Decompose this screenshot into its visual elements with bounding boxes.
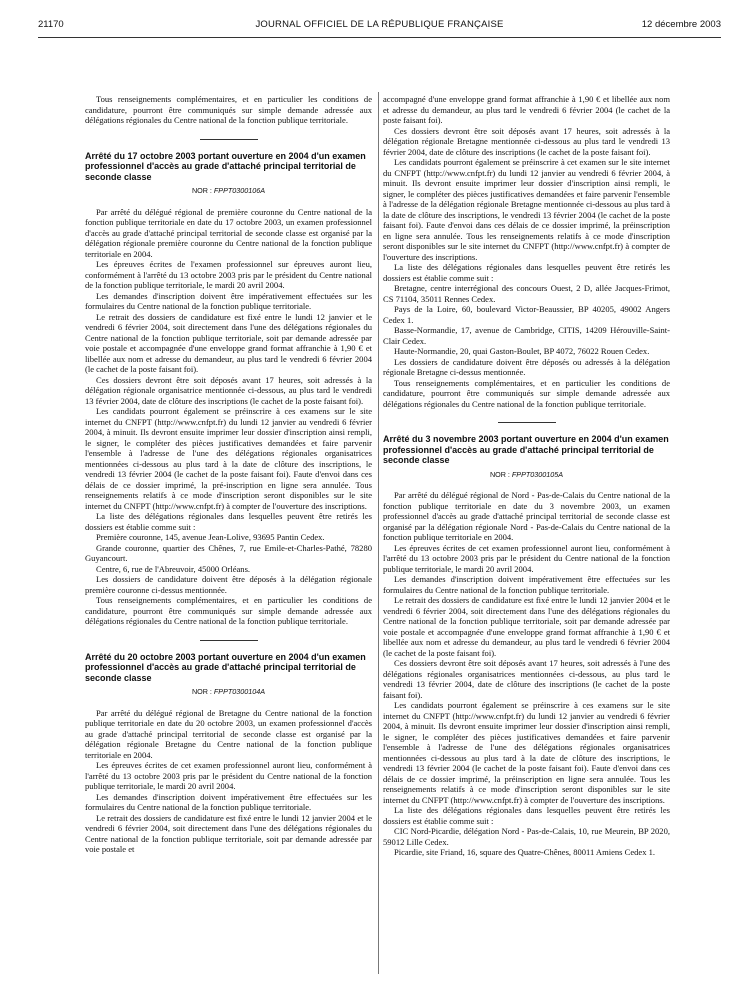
paragraph: Les épreuves écrites de cet examen professionnel auront lieu, conformément à l'arrêté du 13 octobre 2003 pris par le président du Centre national de la fonction publique territoriale, le mardi 20 avril 2004.	[383, 542, 670, 574]
paragraph: Les demandes d'inscription doivent impérativement être effectuées sur les formulaires du Centre national de la fonction publique territoriale.	[85, 791, 372, 812]
nor-reference	[85, 186, 372, 197]
nor-label: NOR :	[489, 469, 512, 479]
paragraph: Ces dossiers devront être soit déposés avant 17 heures, soit adressés à la délégation régionale Bretagne mentionnée ci-dessous au plus tard le vendredi 13 février 2004, date de clôture des inscriptions (le cachet de la poste faisant foi).	[383, 125, 670, 157]
paragraph: Tous renseignements complémentaires, et en particulier les conditions de candidature, pourront être communiqués sur simple demande adressée aux délégations régionales du Centre national de la fonction publique territoriale.	[383, 377, 670, 409]
paragraph: Le retrait des dossiers de candidature est fixé entre le lundi 12 janvier et le vendredi 6 février 2004, soit directement dans l'une des délégations régionales du Centre national de la fonction publique territoriale, soit par demande adressée par voie postale et accompagnée d'une enveloppe grand format affranchie à 1,90 € et libellée aux nom et adresse du demandeur, au plus tard le vendredi 6 février 2004 (le cachet de la poste faisant foi).	[85, 311, 372, 374]
paragraph: Le retrait des dossiers de candidature est fixé entre le lundi 12 janvier 2004 et le vendredi 6 février 2004, soit directement dans l'une des délégations régionales du Centre national de la fonction publique territoriale, soit par demande adressée par voie postale et	[85, 812, 372, 854]
paragraph: Les demandes d'inscription doivent impérativement être effectuées sur les formulaires du Centre national de la fonction publique territoriale.	[383, 574, 670, 595]
section-separator	[200, 640, 258, 641]
section-separator	[200, 139, 258, 140]
address-line: Pays de la Loire, 60, boulevard Victor-Beaussier, BP 40205, 49002 Angers Cedex 1.	[383, 304, 670, 325]
paragraph: Le retrait des dossiers de candidature est fixé entre le lundi 12 janvier 2004 et le vendredi 6 février 2004, soit directement dans l'une des délégations régionales du Centre national de la fonction publique territoriale, soit par demande adressée par voie postale et accompagnée d'une enveloppe grand format affranchie à 1,90 € et libellée aux nom et adresse du demandeur, au plus tard le vendredi 6 février 2004 (le cachet de la poste faisant foi).	[383, 595, 670, 658]
paragraph: Les dossiers de candidature doivent être déposés ou adressés à la délégation régionale Bretagne ci-dessus mentionnée.	[383, 356, 670, 377]
paragraph: Les candidats pourront également se préinscrire à ces examens sur le site internet du CNFPT (http://www.cnfpt.fr) du lundi 12 janvier au vendredi 6 février 2004, à minuit. Ils devront ensuite imprimer leur dossier d'inscription ainsi rempli, le signer, le compléter des pièces justificatives demandées et faire parvenir l'ensemble à l'adresse de l'une des délégations régionales organisatrices mentionnées ci-dessous au plus tard à la date de clôture des inscriptions, le vendredi 13 février 2004 (le cachet de la poste faisant foi). Faute d'envoi dans ces délais de ce dossier imprimé, la pré-inscription en ligne sera annulée. Tous renseignements relatifs à ce mode d'inscription seront disponibles sur le site internet du CNFPT (http://www.cnfpt.fr) à compter de l'ouverture des inscriptions.	[85, 406, 372, 511]
paragraph: Les épreuves écrites de cet examen professionnel auront lieu, conformément à l'arrêté du 13 octobre 2003 pris par le président du Centre national de la fonction publique territoriale, le mardi 20 avril 2004.	[85, 760, 372, 791]
page-number: 21170	[38, 19, 64, 30]
nor-label: NOR :	[191, 687, 214, 696]
address-line: Haute-Normandie, 20, quai Gaston-Boulet, BP 4072, 76022 Rouen Cedex.	[394, 346, 650, 356]
paragraph: Par arrêté du délégué régional de Bretagne du Centre national de la fonction publique territoriale en date du 20 octobre 2003, un examen professionnel d'accès au grade d'attaché principal territorial de seconde classe est organisé par la délégation régionale Bretagne du Centre national de la fonction publique territoriale en 2004.	[85, 707, 372, 760]
column-divider	[378, 92, 379, 974]
paragraph: accompagné d'une enveloppe grand format affranchie à 1,90 € et libellée aux nom et adresse du demandeur, au plus tard le vendredi 6 février 2004 (le cachet de la poste faisant foi).	[383, 94, 670, 125]
intro-paragraph: Tous renseignements complémentaires, et en particulier les conditions de candidature, pourront être communiqués sur simple demande adressée aux délégations régionales du Centre national de la fonction publique territoriale.	[85, 94, 372, 125]
paragraph: La liste des délégations régionales dans lesquelles peuvent être retirés les dossiers est établie comme suit :	[85, 511, 372, 532]
address-line: Picardie, site Friand, 16, square des Quatre-Chênes, 80011 Amiens Cedex 1.	[394, 847, 656, 857]
nor-reference	[85, 687, 372, 698]
nor-code: FPPT0300105A	[511, 469, 564, 479]
address-line: Bretagne, centre interrégional des concours Ouest, 2 D, allée Jacques-Frimot, CS 71104, 35011 Rennes Cedex.	[383, 283, 670, 304]
section-title: Arrêté du 3 novembre 2003 portant ouverture en 2004 d'un examen professionnel d'accès au grade d'attaché principal territorial de seconde classe	[383, 434, 669, 465]
left-column	[85, 94, 372, 974]
address-line: Grande couronne, quartier des Chênes, 7, rue Emile-et-Charles-Pathé, 78280 Guyancourt.	[85, 542, 372, 563]
paragraph: Les dossiers de candidature doivent être déposés à la délégation régionale première couronne ci-dessus mentionnée.	[85, 574, 372, 595]
paragraph: Par arrêté du délégué régional de Nord - Pas-de-Calais du Centre national de la fonction publique territoriale en date du 3 novembre 2003, un examen professionnel d'accès au grade d'attaché principal territorial de seconde classe est organisé par la délégation régionale Nord - Pas-de-Calais du Centre national de la fonction publique territoriale en 2004.	[383, 490, 670, 542]
nor-reference	[383, 470, 670, 481]
nor-code: FPPT0300104A	[213, 687, 266, 696]
paragraph: Par arrêté du délégué régional de première couronne du Centre national de la fonction publique territoriale en date du 17 octobre 2003, un examen professionnel d'accès au grade d'attaché principal territorial de seconde classe est organisé par la délégation régionale première couronne du Centre national de la fonction publique territoriale en 2004.	[85, 206, 372, 259]
paragraph: Les demandes d'inscription doivent être impérativement effectuées sur les formulaires du Centre national de la fonction publique territoriale.	[85, 290, 372, 311]
section-title: Arrêté du 17 octobre 2003 portant ouverture en 2004 d'un examen professionnel d'accès au grade d'attaché principal territorial de seconde classe	[85, 150, 366, 182]
nor-label: NOR :	[191, 186, 214, 195]
address-line: CIC Nord-Picardie, délégation Nord - Pas-de-Calais, 10, rue Meurein, BP 2020, 59012 Lille Cedex.	[383, 826, 670, 847]
journal-title: JOURNAL OFFICIEL DE LA RÉPUBLIQUE FRANÇAISE	[255, 19, 504, 30]
header-rule	[38, 37, 721, 38]
page-header	[38, 19, 721, 33]
paragraph: La liste des délégations régionales dans lesquelles peuvent être retirés les dossiers est établie comme suit :	[383, 805, 670, 826]
paragraph: Les candidats pourront également se préinscrire à cet examen sur le site internet du CNFPT (http://www.cnfpt.fr) du lundi 12 janvier au vendredi 6 février 2004, à minuit. Ils devront ensuite imprimer leur dossier d'inscription ainsi rempli, le signer, le compléter des pièces justificatives demandées et faire parvenir l'ensemble à l'adresse de la délégation régionale Bretagne mentionnée ci-dessous au plus tard à la date de clôture des inscriptions, le vendredi 13 février 2004 (le cachet de la poste faisant foi). Faute d'envoi dans ces délais de ce dossier imprimé, la préinscription en ligne sera annulée. Tous les renseignements relatifs à ce mode d'inscription seront disponibles sur le site internet du CNFPT (http://www.cnfpt.fr) à compter de l'ouverture des inscriptions.	[383, 157, 670, 262]
address-line: Première couronne, 145, avenue Jean-Lolive, 93695 Pantin Cedex.	[96, 532, 325, 542]
section-separator	[498, 422, 556, 423]
paragraph: Ces dossiers devront être soit déposés avant 17 heures, soit adressés à l'une des délégations régionales organisatrices mentionnées ci-dessous, au plus tard le vendredi 13 février 2004, date de clôture des inscriptions (le cachet de la poste faisant foi).	[383, 658, 670, 700]
issue-date: 12 décembre 2003	[641, 19, 721, 30]
paragraph: Les candidats pourront également se préinscrire à ces examens sur le site internet du CNFPT (http://www.cnfpt.fr) du lundi 12 janvier au vendredi 6 février 2004, à minuit. Ils devront ensuite imprimer leur dossier d'inscription ainsi rempli, le signer, le compléter des pièces justificatives demandées et faire parvenir l'ensemble à l'adresse de l'une des délégations régionales organisatrices mentionnées ci-dessous au plus tard à la date de clôture des inscriptions, le vendredi 13 février 2004 (le cachet de la poste faisant foi). Faute d'envoi dans ces délais de ce dossier imprimé, la préinscription en ligne sera annulée. Tous les renseignements relatifs à ce mode d'inscription seront disponibles sur le site internet du CNFPT (http://www.cnfpt.fr) à compter de l'ouverture des inscriptions.	[383, 700, 670, 805]
address-line: Basse-Normandie, 17, avenue de Cambridge, CITIS, 14209 Hérouville-Saint-Clair Cedex.	[383, 325, 670, 346]
paragraph: Les épreuves écrites de l'examen professionnel sur épreuves auront lieu, conformément à l'arrêté du 13 octobre 2003 pris par le président du Centre national de la fonction publique territoriale, le mardi 20 avril 2004.	[85, 259, 372, 290]
address-line: Centre, 6, rue de l'Abreuvoir, 45000 Orléans.	[96, 563, 251, 574]
paragraph: Tous renseignements complémentaires, et en particulier les conditions de candidature, pourront être communiqués sur simple demande adressée aux délégations régionales du Centre national de la fonction publique territoriale.	[85, 595, 372, 626]
section-title: Arrêté du 20 octobre 2003 portant ouverture en 2004 d'un examen professionnel d'accès au grade d'attaché principal territorial de seconde classe	[85, 651, 366, 683]
paragraph: La liste des délégations régionales dans lesquelles peuvent être retirés les dossiers est établie comme suit :	[383, 262, 670, 283]
right-column	[383, 94, 670, 974]
paragraph: Ces dossiers devront être soit déposés avant 17 heures, soit adressés à la délégation régionale organisatrice mentionnée ci-dessous, au plus tard le vendredi 13 février 2004, date de clôture des inscriptions (le cachet de la poste faisant foi).	[85, 374, 372, 406]
nor-code: FPPT0300106A	[213, 186, 266, 195]
